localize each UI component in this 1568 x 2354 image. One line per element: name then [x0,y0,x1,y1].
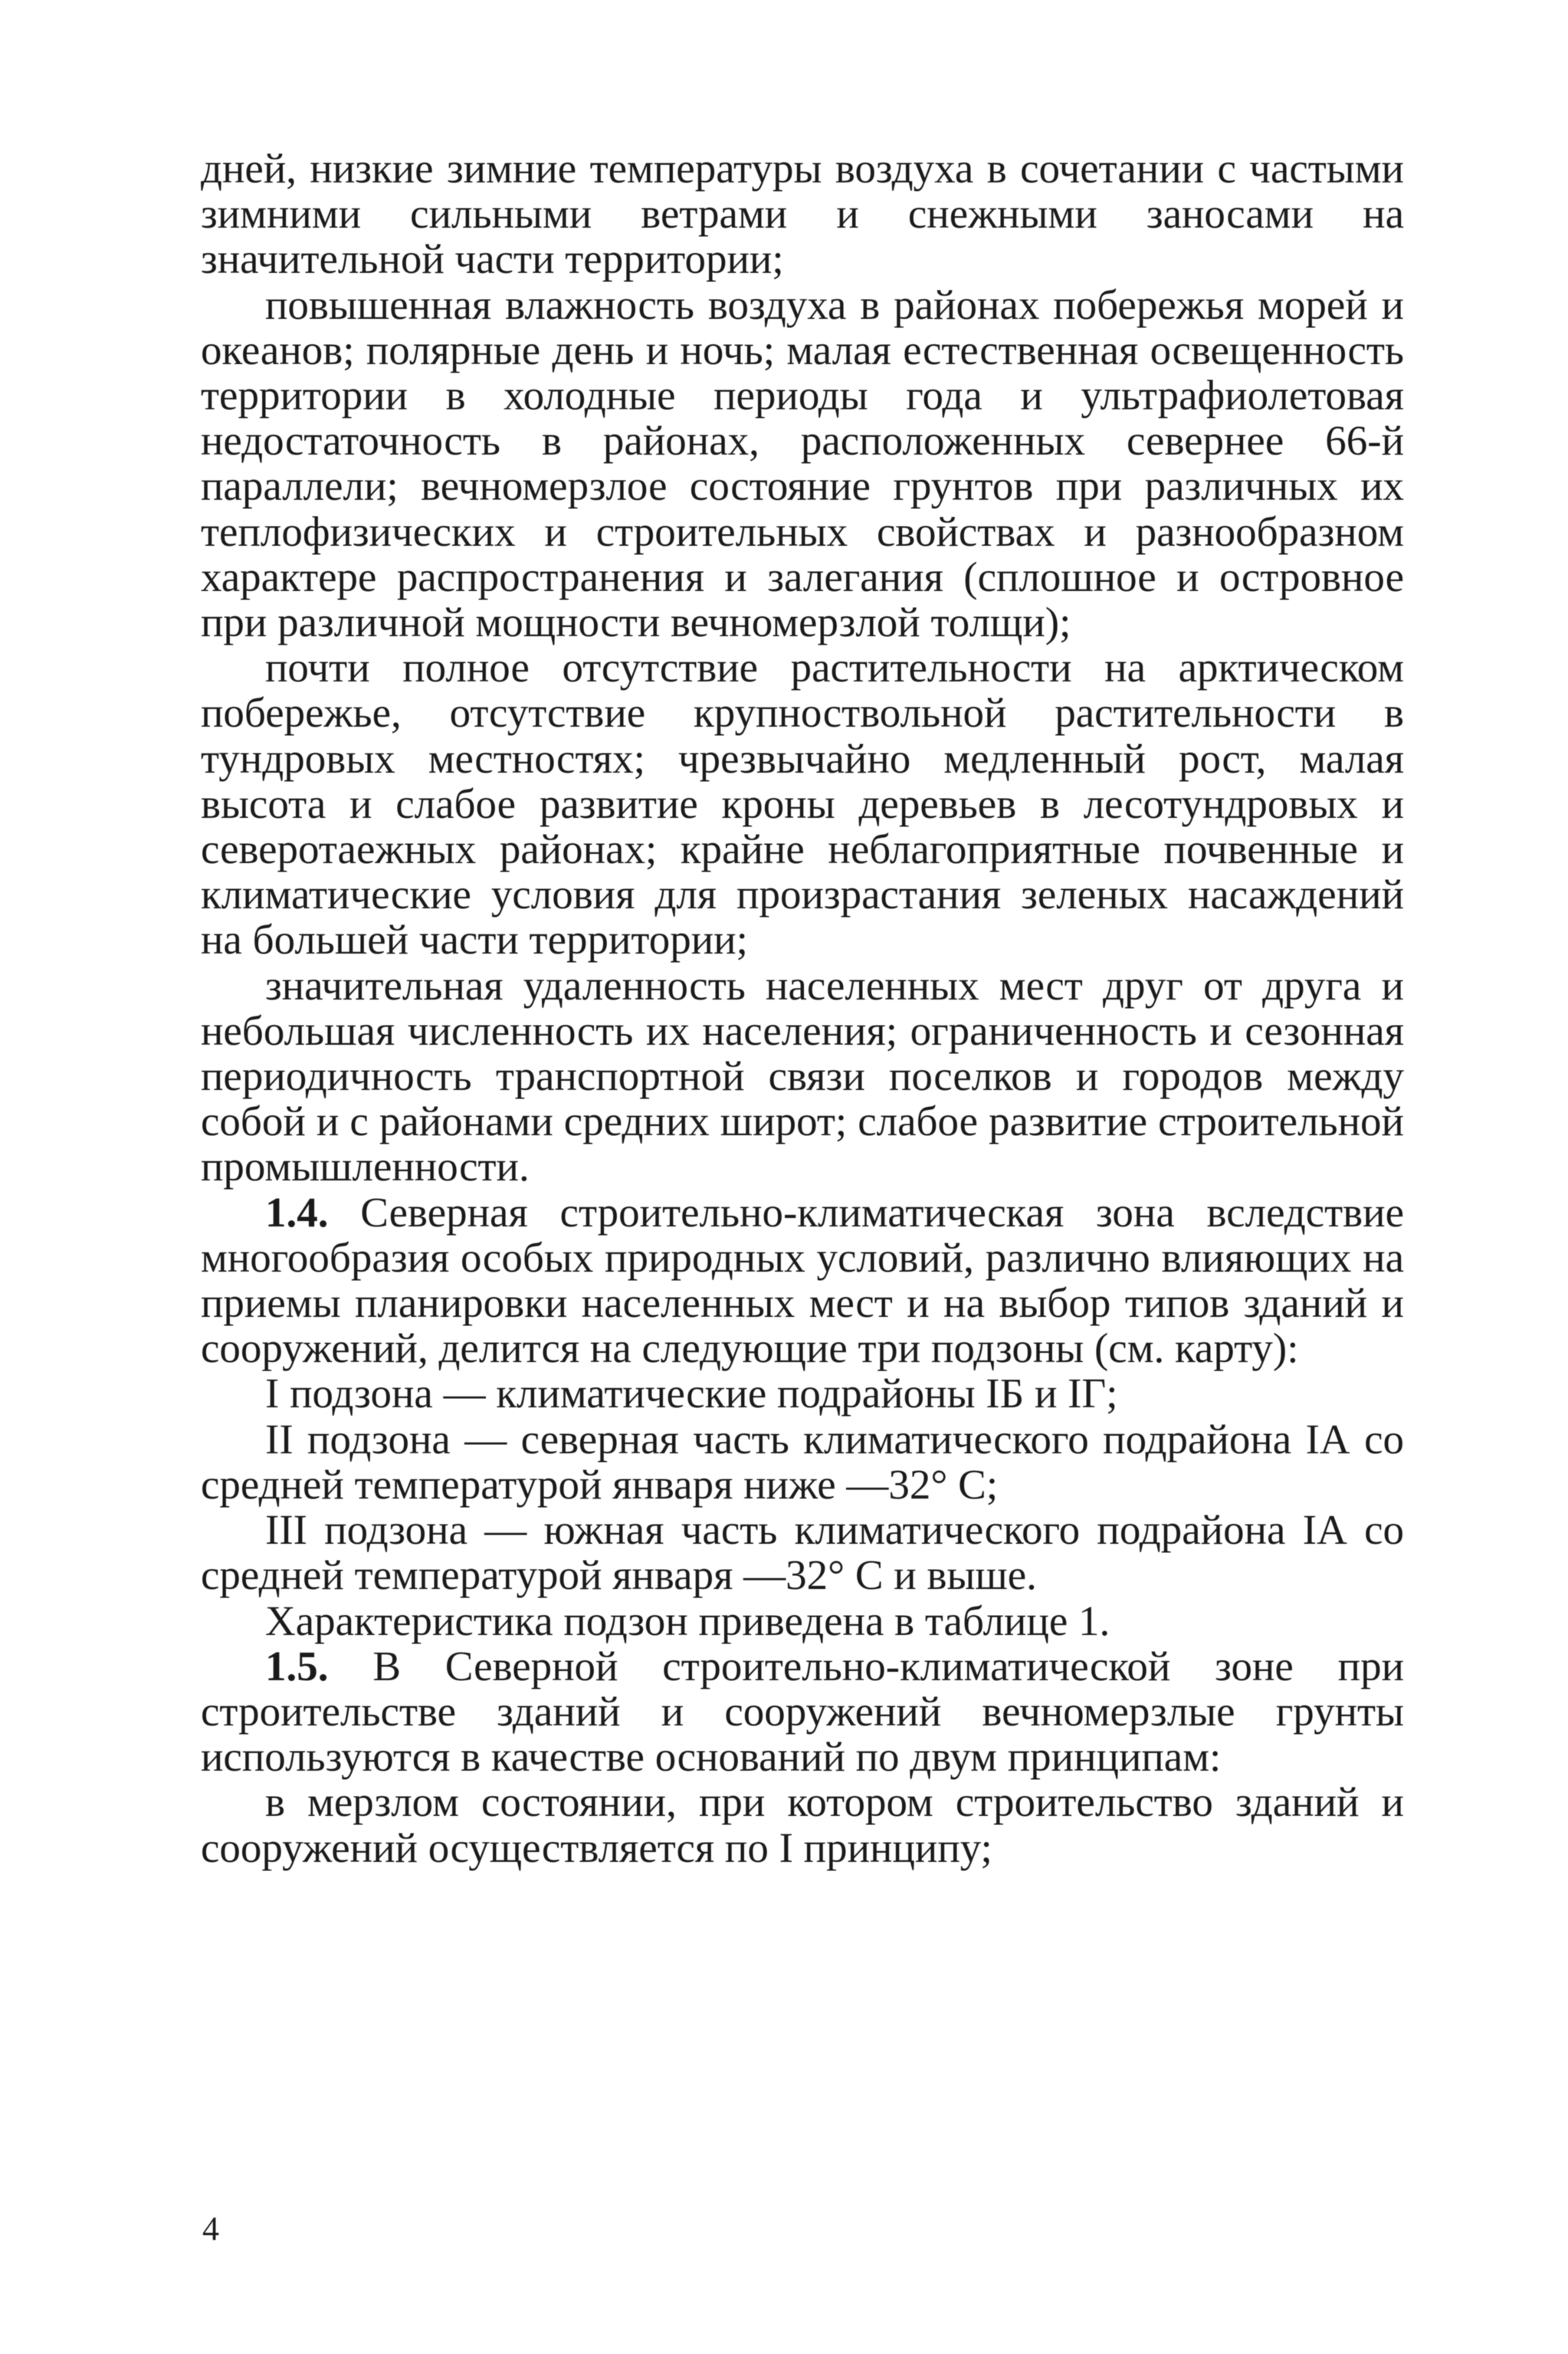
paragraph-4 [201,963,1404,1190]
paragraph-principle-1 [201,1779,1404,1870]
paragraph-subzone-2 [201,1417,1404,1507]
document-page [201,146,1404,1870]
paragraph-subzone-3 [201,1507,1404,1597]
paragraph-text: В Северной строительно-климатической зоне при строительстве зданий и сооружений вечномерзлые грунты используются в качестве оснований по двум принципам: [201,1642,1405,1781]
page-number: 4 [202,2210,219,2247]
paragraph-text: значительная удаленность населенных мест друг от друга и небольшая численность их населения; ограниченность и сезонная периодичность транспортной связи поселков и городов между собой и с районами средних широт; слабое развитие строительной промышленности. [201,961,1404,1190]
paragraph-text: III подзона — южная часть климатического подрайона IА со средней температурой января —32° С и выше. [201,1506,1404,1599]
paragraph-table-ref [201,1598,1404,1643]
paragraph-text: II подзона — северная часть климатического подрайона IА со средней температурой января ниже —32° С; [201,1415,1404,1508]
paragraph-2 [201,282,1404,645]
section-number: 1.5. [265,1642,329,1689]
paragraph-3 [201,645,1404,962]
paragraph-text: в мерзлом состоянии, при котором строительство зданий и сооружений осуществляется по I принципу; [201,1778,1404,1871]
section-number: 1.4. [265,1188,329,1236]
paragraph-section-1-4 [201,1190,1404,1371]
paragraph-text: повышенная влажность воздуха в районах побережья морей и океанов; полярные день и ночь; малая естественная освещенность территории в холодные периоды года и ультрафиолетовая недостаточность в районах, расположенных севернее 66-й параллели; вечномерзлое состояние грунтов при различных их теплофизических и строительных свойствах и разнообразном характере распространения и залегания (сплошное и островное при различной мощности вечномерзлой толщи); [201,281,1404,646]
paragraph-section-1-5 [201,1643,1404,1780]
paragraph-text: I подзона — климатические подрайоны IБ и IГ; [265,1370,1118,1417]
paragraph-text: почти полное отсутствие растительности на арктическом побережье, отсутствие крупноствольной растительности в тундровых местностях; чрезвычайно медленный рост, малая высота и слабое развитие кроны деревьев в лесотундровых и северотаежных районах; крайне неблагоприятные почвенные и климатические условия для произрастания зеленых насаждений на большей части территории; [201,644,1404,964]
paragraph-text: Характеристика подзон приведена в таблице 1. [265,1597,1110,1644]
paragraph-text: дней, низкие зимние температуры воздуха в сочетании с частыми зимними сильными ветрами и снежными заносами на значительной части территории; [201,145,1404,283]
paragraph-subzone-1 [201,1371,1404,1416]
paragraph-1 [201,146,1404,282]
paragraph-text: Северная строительно-климатическая зона вследствие многообразия особых природных условий, различно влияющих на приемы планировки населенных мест и на выбор типов зданий и сооружений, делится на следующие три подзоны (см. карту): [201,1188,1404,1372]
